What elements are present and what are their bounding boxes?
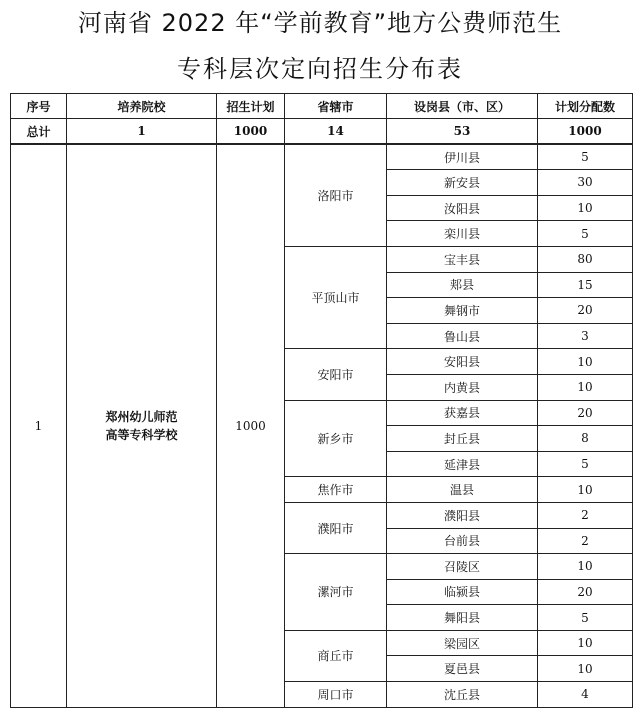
allocation-cell: 80: [538, 246, 633, 272]
county-cell: 伊川县: [387, 144, 538, 170]
totals-school: 1: [67, 119, 217, 145]
county-cell: 舞阳县: [387, 605, 538, 631]
county-cell: 栾川县: [387, 221, 538, 247]
city-cell: 焦作市: [285, 477, 387, 503]
totals-plan: 1000: [217, 119, 285, 145]
city-cell: 平顶山市: [285, 246, 387, 348]
allocation-cell: 4: [538, 682, 633, 708]
allocation-cell: 3: [538, 323, 633, 349]
city-cell: 漯河市: [285, 554, 387, 631]
city-cell: 洛阳市: [285, 144, 387, 246]
table-row: [11, 144, 633, 170]
allocation-cell: 5: [538, 451, 633, 477]
county-cell: 安阳县: [387, 349, 538, 375]
header-city: 省辖市: [285, 94, 387, 119]
allocation-cell: 10: [538, 630, 633, 656]
allocation-cell: 10: [538, 195, 633, 221]
header-seq: 序号: [11, 94, 67, 119]
page-title-line2: 专科层次定向招生分布表: [177, 55, 463, 83]
county-cell: 沈丘县: [387, 682, 538, 708]
county-cell: 郏县: [387, 272, 538, 298]
header-allocation: 计划分配数: [538, 94, 633, 119]
allocation-cell: 10: [538, 477, 633, 503]
county-cell: 召陵区: [387, 554, 538, 580]
allocation-cell: 2: [538, 502, 633, 528]
allocation-cell: 5: [538, 221, 633, 247]
header-county: 设岗县（市、区）: [387, 94, 538, 119]
county-cell: 汝阳县: [387, 195, 538, 221]
entry-school-line2: 高等专科学校: [105, 427, 178, 442]
county-cell: 梁园区: [387, 630, 538, 656]
allocation-cell: 20: [538, 400, 633, 426]
allocation-cell: 10: [538, 656, 633, 682]
county-cell: 台前县: [387, 528, 538, 554]
county-cell: 新安县: [387, 170, 538, 196]
entry-school-line1: 郑州幼儿师范: [105, 409, 178, 424]
allocation-cell: 8: [538, 426, 633, 452]
page-title-line1: 河南省 2022 年“学前教育”地方公费师范生: [77, 9, 563, 37]
totals-county: 53: [387, 119, 538, 145]
county-cell: 鲁山县: [387, 323, 538, 349]
allocation-table: [10, 93, 633, 708]
city-cell: 濮阳市: [285, 502, 387, 553]
city-cell: 商丘市: [285, 630, 387, 681]
city-cell: 新乡市: [285, 400, 387, 477]
allocation-cell: 15: [538, 272, 633, 298]
county-cell: 舞钢市: [387, 298, 538, 324]
totals-row: [11, 119, 633, 145]
county-cell: 临颍县: [387, 579, 538, 605]
allocation-cell: 5: [538, 605, 633, 631]
header-school: 培养院校: [67, 94, 217, 119]
allocation-cell: 10: [538, 554, 633, 580]
totals-label: 总计: [11, 119, 67, 145]
entry-school: [67, 144, 217, 707]
allocation-cell: 2: [538, 528, 633, 554]
allocation-cell: 10: [538, 349, 633, 375]
county-cell: 延津县: [387, 451, 538, 477]
allocation-cell: 5: [538, 144, 633, 170]
totals-allocation: 1000: [538, 119, 633, 145]
allocation-cell: 30: [538, 170, 633, 196]
entry-seq: 1: [11, 144, 67, 707]
header-plan: 招生计划: [217, 94, 285, 119]
county-cell: 获嘉县: [387, 400, 538, 426]
county-cell: 濮阳县: [387, 502, 538, 528]
allocation-cell: 20: [538, 298, 633, 324]
allocation-cell: 10: [538, 374, 633, 400]
city-cell: 安阳市: [285, 349, 387, 400]
county-cell: 封丘县: [387, 426, 538, 452]
county-cell: 宝丰县: [387, 246, 538, 272]
county-cell: 内黄县: [387, 374, 538, 400]
entry-plan: 1000: [217, 144, 285, 707]
county-cell: 夏邑县: [387, 656, 538, 682]
header-row: [11, 94, 633, 119]
allocation-cell: 20: [538, 579, 633, 605]
totals-city: 14: [285, 119, 387, 145]
city-cell: 周口市: [285, 682, 387, 708]
county-cell: 温县: [387, 477, 538, 503]
